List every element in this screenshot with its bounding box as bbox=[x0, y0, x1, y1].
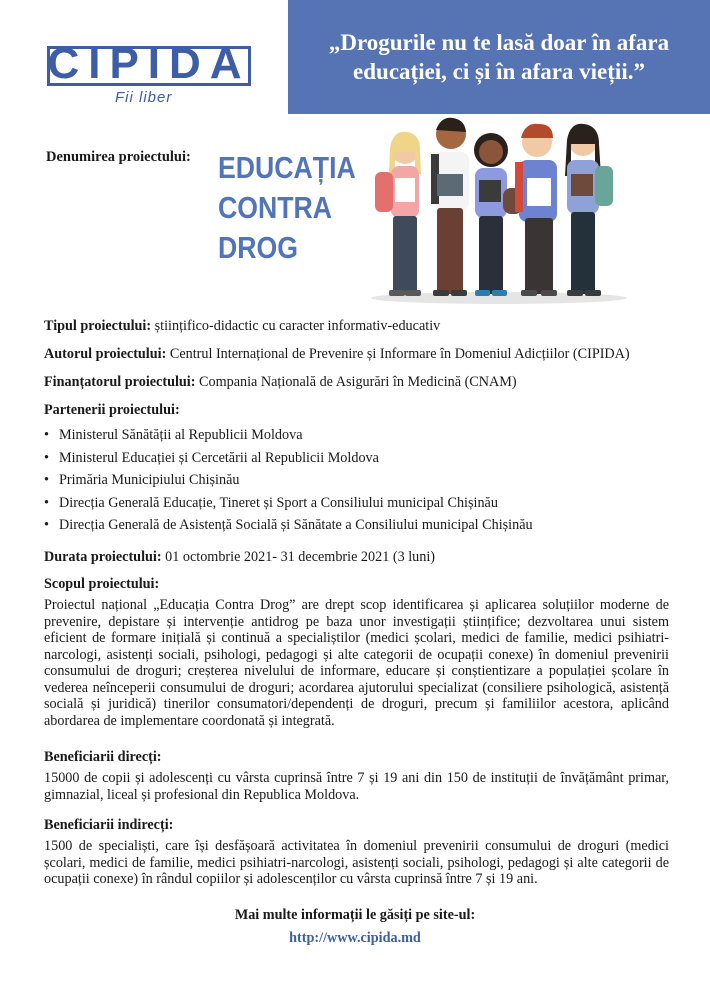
partner-item: • Direcția Generală de Asistență Socială și Sănătate a Consiliului municipal Chișinău bbox=[44, 514, 533, 537]
website-link[interactable]: http://www.cipida.md bbox=[289, 930, 421, 946]
partners-list bbox=[44, 424, 533, 537]
student-5-figure bbox=[565, 124, 613, 296]
scope-heading: Scopul proiectului: bbox=[44, 576, 160, 592]
partner-item: • Ministerul Sănătății al Republicii Moldova bbox=[44, 424, 533, 447]
more-info-text: Mai multe informații le găsiți pe site-ul: bbox=[234, 907, 476, 923]
partner-item: • Primăria Municipiului Chișinău bbox=[44, 469, 533, 492]
project-title-line-1: EDUCAȚIA bbox=[218, 150, 356, 185]
project-duration-row bbox=[44, 549, 435, 566]
project-duration-label: Durata proiectului: bbox=[44, 549, 162, 565]
project-author-value: Centrul Internațional de Prevenire și Informare în Domeniul Adicțiilor (CIPIDA) bbox=[166, 346, 630, 362]
student-4-figure bbox=[515, 124, 557, 296]
students-illustration bbox=[365, 112, 633, 312]
indirect-beneficiaries-heading: Beneficiarii indirecți: bbox=[44, 817, 174, 833]
project-funder-label: Finanțatorul proiectului: bbox=[44, 374, 196, 390]
student-2-figure bbox=[431, 118, 469, 296]
project-funder-row bbox=[44, 374, 517, 391]
project-author-label: Autorul proiectului: bbox=[44, 346, 167, 362]
project-type-value: științifico-didactic cu caracter informativ-educativ bbox=[151, 318, 441, 334]
partner-item: • Ministerul Educației și Cercetării al Republicii Moldova bbox=[44, 447, 533, 470]
project-type-row bbox=[44, 318, 440, 335]
scope-text: Proiectul național „Educația Contra Drog” are drept scop identificarea și aplicarea soluțiilor moderne de prevenire, depistare și intervenție antidrog pe baza unor investigații științifice; dezvoltarea unui sistem eficient de formare inițială și continuă a specialiștilor (medici școlari, medici de familie, medici psihiatri-narcologi, asistenți sociali, psihologi, pedagogi și alte categorii de ocupații conexe) în domeniul prevenirii consumului de droguri; creșterea nivelului de informare, educare și conștientizare a populației școlare în vederea neînceperii consumului de droguri; acordarea ajutorului specializat (consiliere psihologică, asistență socială și juridică) tinerilor consumatori/dependenți de droguri, precum și familiilor acestora, aplicând abordarea de implementare coordonată și integrată. bbox=[44, 597, 669, 729]
project-funder-value: Compania Națională de Asigurări în Medicină (CNAM) bbox=[195, 374, 517, 390]
direct-beneficiaries-text: 15000 de copii și adolescenți cu vârsta cuprinsă între 7 și 19 ani din 150 de instituții de învățământ primar, gimnazial, liceal și profesional din Republica Moldova. bbox=[44, 770, 669, 803]
student-3-figure bbox=[474, 133, 523, 296]
header-quote: „Drogurile nu te lasă doar în afara educației, ci și în afara vieții.” bbox=[328, 30, 670, 84]
project-title-line-3: DROG bbox=[218, 230, 298, 265]
logo-tagline: Fii liber bbox=[115, 89, 173, 106]
project-author-row bbox=[44, 346, 630, 363]
project-title bbox=[218, 148, 356, 268]
partners-heading: Partenerii proiectului: bbox=[44, 402, 180, 418]
project-type-label: Tipul proiectului: bbox=[44, 318, 152, 334]
logo: CIPIDA bbox=[47, 39, 251, 88]
header-banner bbox=[288, 0, 710, 114]
direct-beneficiaries-heading: Beneficiarii direcți: bbox=[44, 749, 162, 765]
project-title-line-2: CONTRA bbox=[218, 190, 333, 225]
project-name-label: Denumirea proiectului: bbox=[46, 149, 191, 165]
partner-item: • Direcția Generală Educație, Tineret și Sport a Consiliului municipal Chișinău bbox=[44, 492, 533, 515]
student-1-figure bbox=[375, 132, 421, 296]
project-duration-value: 01 octombrie 2021- 31 decembrie 2021 (3 luni) bbox=[161, 549, 436, 565]
indirect-beneficiaries-text: 1500 de specialiști, care își desfășoară activitatea în domeniul prevenirii consumului de droguri (medici școlari, medici de familie, medici psihiatri-narcologi, asistenți sociali, psihologi, pedagogi și alte categorii de ocupații conexe) în rândul copiilor și adolescenților cu vârsta cuprinsă între 7 și 19 ani. bbox=[44, 838, 669, 887]
